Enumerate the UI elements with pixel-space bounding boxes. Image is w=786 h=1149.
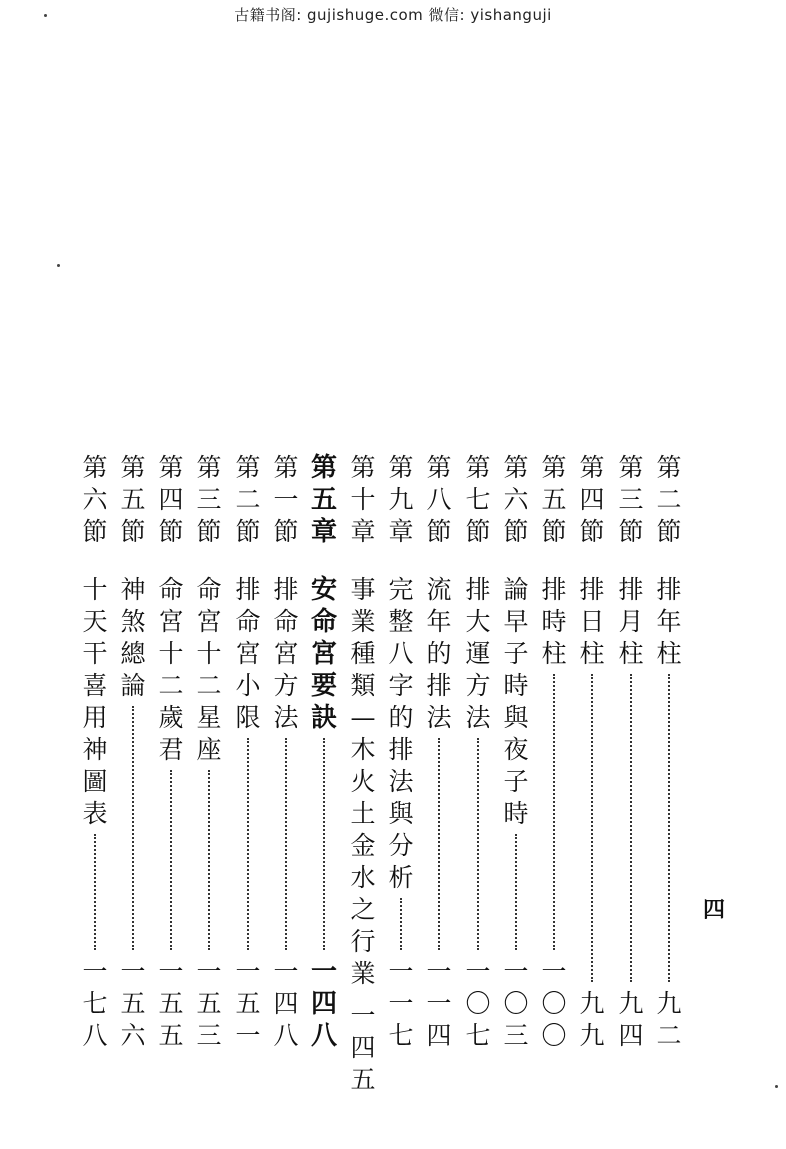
toc-heading-char: 章 [388, 517, 414, 546]
toc-heading-char: 四 [579, 485, 605, 514]
toc-title-char: 煞 [120, 607, 146, 636]
dot-leader [553, 674, 555, 950]
toc-page-number-char: 五 [235, 989, 261, 1018]
toc-title-char: 水 [350, 863, 376, 892]
toc-heading [463, 452, 493, 548]
toc-page-number-char: 一 [82, 957, 108, 986]
toc-title [577, 574, 607, 670]
toc-page-number-char: 一 [503, 957, 529, 986]
toc-title [386, 574, 416, 894]
toc-title-char: 二 [196, 671, 222, 700]
toc-heading [577, 452, 607, 548]
toc-page-number-char: 一 [310, 957, 337, 987]
dot-leader [400, 898, 402, 950]
toc-heading-char: 第 [196, 453, 222, 482]
toc-heading-char: 八 [426, 485, 452, 514]
toc-title-char: 命 [273, 607, 299, 636]
toc-title-char: 十 [158, 639, 184, 668]
toc-title-char: 小 [235, 671, 261, 700]
dot-leader [285, 738, 287, 950]
toc-page-number [386, 956, 416, 1052]
toc-page-number-char: 四 [310, 989, 337, 1019]
toc-title-char: 之 [350, 895, 376, 924]
toc-page-number-char: 〇 [541, 1021, 567, 1050]
toc-title [616, 574, 646, 670]
toc-title-char: 業 [350, 607, 376, 636]
toc-page-number-char: 五 [158, 1021, 184, 1050]
toc-entry [309, 452, 339, 1052]
toc-title-char: 夜 [503, 735, 529, 764]
scan-speck [775, 1085, 778, 1088]
toc-heading-char: 第 [310, 453, 337, 483]
toc-title-char: 年 [656, 607, 682, 636]
toc-heading-char: 節 [656, 517, 682, 546]
toc-page-number-char: 一 [465, 957, 491, 986]
toc-title-char: 宮 [196, 607, 222, 636]
toc-page-number-char: 一 [541, 957, 567, 986]
toc-title-char: 柱 [541, 639, 567, 668]
toc-heading-char: 節 [158, 517, 184, 546]
toc-title-char: 論 [503, 575, 529, 604]
toc-title [463, 574, 493, 734]
toc-title-char: 命 [196, 575, 222, 604]
toc-page-number [616, 988, 646, 1052]
toc-title [424, 574, 454, 734]
toc-page-number-char: 九 [579, 1021, 605, 1050]
toc-page-number [348, 1000, 378, 1096]
toc-title-char: 的 [388, 703, 414, 732]
toc-title-char: 火 [350, 767, 376, 796]
toc-heading-char: 第 [656, 453, 682, 482]
toc-page-number-char: 一 [426, 989, 452, 1018]
toc-heading-char: 章 [310, 517, 337, 547]
toc-title-char: 字 [388, 671, 414, 700]
toc-page-number-char: 三 [503, 1021, 529, 1050]
toc-title-char: 柱 [579, 639, 605, 668]
toc-title-char: 宮 [235, 639, 261, 668]
toc-title-char: — [350, 703, 376, 732]
toc-page-number-char: 五 [158, 989, 184, 1018]
toc-page-number [539, 956, 569, 1052]
toc-title-char: 排 [579, 575, 605, 604]
toc-page-number-char: 八 [82, 1021, 108, 1050]
toc-title-char: 安 [310, 575, 337, 605]
toc-title-char: 的 [426, 639, 452, 668]
toc-heading-char: 節 [618, 517, 644, 546]
toc-page-number-char: 九 [579, 989, 605, 1018]
toc-heading-char: 二 [656, 485, 682, 514]
dot-leader [591, 674, 593, 982]
toc-heading-char: 六 [503, 485, 529, 514]
dot-leader [630, 674, 632, 982]
toc-heading-char: 章 [350, 517, 376, 546]
toc-heading [118, 452, 148, 548]
toc-page-number [501, 956, 531, 1052]
toc-heading-char: 第 [503, 453, 529, 482]
toc-page-number [654, 988, 684, 1052]
toc-page-number-char: 一 [235, 1021, 261, 1050]
toc-heading-char: 第 [273, 453, 299, 482]
toc-entry [424, 452, 454, 1052]
dot-leader [94, 834, 96, 950]
toc-heading-char: 節 [235, 517, 261, 546]
toc-title-char: 時 [503, 671, 529, 700]
toc-title-char: 訣 [310, 703, 337, 733]
toc-entry [501, 452, 531, 1052]
toc-entry [616, 452, 646, 1052]
toc-title [654, 574, 684, 670]
toc-page-number-char: 一 [273, 957, 299, 986]
toc-title [309, 574, 339, 734]
dot-leader [247, 738, 249, 950]
toc-page-number-char: 九 [618, 989, 644, 1018]
scan-speck [57, 264, 60, 267]
toc-page-number-char: 七 [388, 1021, 414, 1050]
toc-title-char: 二 [158, 671, 184, 700]
toc-heading [80, 452, 110, 548]
dot-leader [515, 834, 517, 950]
toc-heading-char: 節 [120, 517, 146, 546]
toc-page-number-char: 一 [120, 957, 146, 986]
toc-entry [348, 452, 378, 1094]
toc-heading-char: 第 [618, 453, 644, 482]
toc-title-char: 法 [465, 703, 491, 732]
toc-title-char: 排 [656, 575, 682, 604]
toc-page-number-char: 九 [656, 989, 682, 1018]
toc-title-char: 天 [82, 607, 108, 636]
toc-title-char: 排 [618, 575, 644, 604]
toc-entry [118, 452, 148, 1052]
toc-page-number-char: 四 [426, 1021, 452, 1050]
toc-title-char: 宮 [158, 607, 184, 636]
toc-heading-char: 一 [273, 485, 299, 514]
dot-leader [438, 738, 440, 950]
dot-leader [170, 770, 172, 950]
toc-page-number-char: 八 [310, 1021, 337, 1051]
toc-heading-char: 四 [158, 485, 184, 514]
toc-page-number-char: 一 [426, 957, 452, 986]
toc-heading-char: 第 [579, 453, 605, 482]
toc-page-number-char: 五 [120, 989, 146, 1018]
watermark-text: 古籍书阁: gujishuge.com 微信: yishanguji [234, 6, 552, 24]
toc-page-number [424, 956, 454, 1052]
toc-page-number [463, 956, 493, 1052]
toc-entry [386, 452, 416, 1052]
toc-page-number [118, 956, 148, 1052]
toc-title-char: 宮 [273, 639, 299, 668]
toc-page-number-char: 四 [273, 989, 299, 1018]
toc-title [271, 574, 301, 734]
toc-title-char: 方 [465, 671, 491, 700]
toc-heading-char: 節 [196, 517, 222, 546]
toc-title-char: 時 [541, 607, 567, 636]
toc-page-number-char: 七 [465, 1021, 491, 1050]
toc-title-char: 命 [310, 607, 337, 637]
toc-title-char: 總 [120, 639, 146, 668]
toc-heading-char: 第 [82, 453, 108, 482]
dot-leader [477, 738, 479, 950]
toc-heading [501, 452, 531, 548]
toc-title-char: 整 [388, 607, 414, 636]
page-number: 四 [703, 897, 726, 923]
toc-entry [271, 452, 301, 1052]
toc-title-char: 年 [426, 607, 452, 636]
toc-title-char: 子 [503, 639, 529, 668]
toc-heading-char: 第 [235, 453, 261, 482]
toc-title-char: 業 [350, 959, 376, 988]
toc-title-char: 排 [235, 575, 261, 604]
toc-page-number-char: 一 [388, 957, 414, 986]
toc-page-number [80, 956, 110, 1052]
toc-entry [463, 452, 493, 1052]
toc-title-char: 論 [120, 671, 146, 700]
toc-page-number-char: 二 [656, 1021, 682, 1050]
toc-page-number-char: 四 [618, 1021, 644, 1050]
toc-page-number [309, 956, 339, 1052]
toc-title-char: 星 [196, 703, 222, 732]
toc-page-number [577, 988, 607, 1052]
toc-title-char: 要 [310, 671, 337, 701]
toc-heading [348, 452, 378, 548]
toc-title [348, 574, 378, 990]
toc-heading [424, 452, 454, 548]
toc-heading-char: 第 [465, 453, 491, 482]
toc-title-char: 木 [350, 735, 376, 764]
toc-title-char: 表 [82, 799, 108, 828]
toc-page-number-char: 七 [82, 989, 108, 1018]
toc-heading-char: 五 [120, 485, 146, 514]
toc-entry [233, 452, 263, 1052]
toc-page-number-char: 三 [196, 1021, 222, 1050]
toc-page-number-char: 一 [350, 1001, 376, 1030]
toc-heading-char: 六 [82, 485, 108, 514]
toc-entry [539, 452, 569, 1052]
toc-title [194, 574, 224, 766]
toc-heading [309, 452, 339, 548]
toc-entry [156, 452, 186, 1052]
toc-title-char: 歲 [158, 703, 184, 732]
toc-title-char: 命 [158, 575, 184, 604]
toc-title-char: 事 [350, 575, 376, 604]
toc-heading-char: 第 [388, 453, 414, 482]
toc-title-char: 類 [350, 671, 376, 700]
toc-page-number [156, 956, 186, 1052]
toc-page-number-char: 一 [388, 989, 414, 1018]
toc-title-char: 與 [503, 703, 529, 732]
toc-title-char: 金 [350, 831, 376, 860]
toc-heading-char: 節 [273, 517, 299, 546]
dot-leader [668, 674, 670, 982]
toc-heading-char: 十 [350, 485, 376, 514]
toc-title-char: 分 [388, 831, 414, 860]
toc-heading-char: 節 [541, 517, 567, 546]
toc-heading-char: 節 [465, 517, 491, 546]
toc-page-number-char: 五 [350, 1065, 376, 1094]
toc-title-char: 日 [579, 607, 605, 636]
toc-title-char: 法 [388, 767, 414, 796]
toc-entry [80, 452, 110, 1052]
toc-heading [156, 452, 186, 548]
toc-title-char: 法 [273, 703, 299, 732]
toc-title-char: 喜 [82, 671, 108, 700]
toc-heading [616, 452, 646, 548]
toc-title-char: 神 [82, 735, 108, 764]
toc-page-number-char: 一 [235, 957, 261, 986]
scan-speck [44, 14, 47, 17]
toc-heading [654, 452, 684, 548]
dot-leader [208, 770, 210, 950]
toc-page-number [194, 956, 224, 1052]
toc-title [539, 574, 569, 670]
toc-title-char: 十 [82, 575, 108, 604]
toc-title-char: 命 [235, 607, 261, 636]
toc-title-char: 柱 [656, 639, 682, 668]
toc-heading-char: 第 [158, 453, 184, 482]
toc-page-number-char: 五 [196, 989, 222, 1018]
toc-heading [194, 452, 224, 548]
toc-heading-char: 第 [541, 453, 567, 482]
toc-page-number-char: 八 [273, 1021, 299, 1050]
toc-title-char: 流 [426, 575, 452, 604]
toc-entry [577, 452, 607, 1052]
dot-leader [323, 738, 325, 950]
toc-heading-char: 節 [426, 517, 452, 546]
toc-title-char: 方 [273, 671, 299, 700]
toc-page-number-char: 一 [196, 957, 222, 986]
toc-page-number [271, 956, 301, 1052]
toc-heading [271, 452, 301, 548]
toc-title-char: 排 [273, 575, 299, 604]
toc-title-char: 早 [503, 607, 529, 636]
toc-title-char: 十 [196, 639, 222, 668]
toc-title-char: 神 [120, 575, 146, 604]
toc-title [80, 574, 110, 830]
dot-leader [132, 706, 134, 950]
toc-title-char: 座 [196, 735, 222, 764]
toc-page-number-char: 四 [350, 1033, 376, 1062]
toc-title-char: 限 [235, 703, 261, 732]
toc-page-number-char: 六 [120, 1021, 146, 1050]
toc-title-char: 排 [388, 735, 414, 764]
toc-title-char: 種 [350, 639, 376, 668]
toc-title-char: 大 [465, 607, 491, 636]
toc-heading-char: 五 [541, 485, 567, 514]
toc-title-char: 行 [350, 927, 376, 956]
toc-heading [539, 452, 569, 548]
toc-heading-char: 二 [235, 485, 261, 514]
toc-title-char: 干 [82, 639, 108, 668]
toc-title [156, 574, 186, 766]
toc-title-char: 排 [465, 575, 491, 604]
toc-title-char: 析 [388, 863, 414, 892]
toc-title-char: 完 [388, 575, 414, 604]
toc-page-number-char: 〇 [541, 989, 567, 1018]
toc-title-char: 君 [158, 735, 184, 764]
toc-title-char: 時 [503, 799, 529, 828]
toc-heading-char: 節 [579, 517, 605, 546]
toc-title [118, 574, 148, 702]
toc-heading [386, 452, 416, 548]
toc-title-char: 子 [503, 767, 529, 796]
toc-heading-char: 節 [503, 517, 529, 546]
toc-title-char: 月 [618, 607, 644, 636]
toc-heading-char: 九 [388, 485, 414, 514]
toc-title-char: 宮 [310, 639, 337, 669]
toc-heading-char: 三 [618, 485, 644, 514]
toc-page-number-char: 〇 [465, 989, 491, 1018]
toc-page-number-char: 〇 [503, 989, 529, 1018]
toc-title-char: 法 [426, 703, 452, 732]
toc-heading [233, 452, 263, 548]
toc-heading-char: 七 [465, 485, 491, 514]
toc-page-number [233, 956, 263, 1052]
toc-title-char: 用 [82, 703, 108, 732]
toc-heading-char: 第 [426, 453, 452, 482]
toc-title [501, 574, 531, 830]
toc-heading-char: 第 [350, 453, 376, 482]
toc-title-char: 與 [388, 799, 414, 828]
toc-heading-char: 三 [196, 485, 222, 514]
toc-heading-char: 五 [310, 485, 337, 515]
toc-page-number-char: 一 [158, 957, 184, 986]
toc-title-char: 排 [426, 671, 452, 700]
toc-title-char: 排 [541, 575, 567, 604]
toc-title-char: 運 [465, 639, 491, 668]
toc-entry [654, 452, 684, 1052]
toc-entry [194, 452, 224, 1052]
toc-heading-char: 第 [120, 453, 146, 482]
toc-title-char: 圖 [82, 767, 108, 796]
toc-title-char: 八 [388, 639, 414, 668]
toc-title [233, 574, 263, 734]
toc-title-char: 土 [350, 799, 376, 828]
toc-title-char: 柱 [618, 639, 644, 668]
toc-heading-char: 節 [82, 517, 108, 546]
